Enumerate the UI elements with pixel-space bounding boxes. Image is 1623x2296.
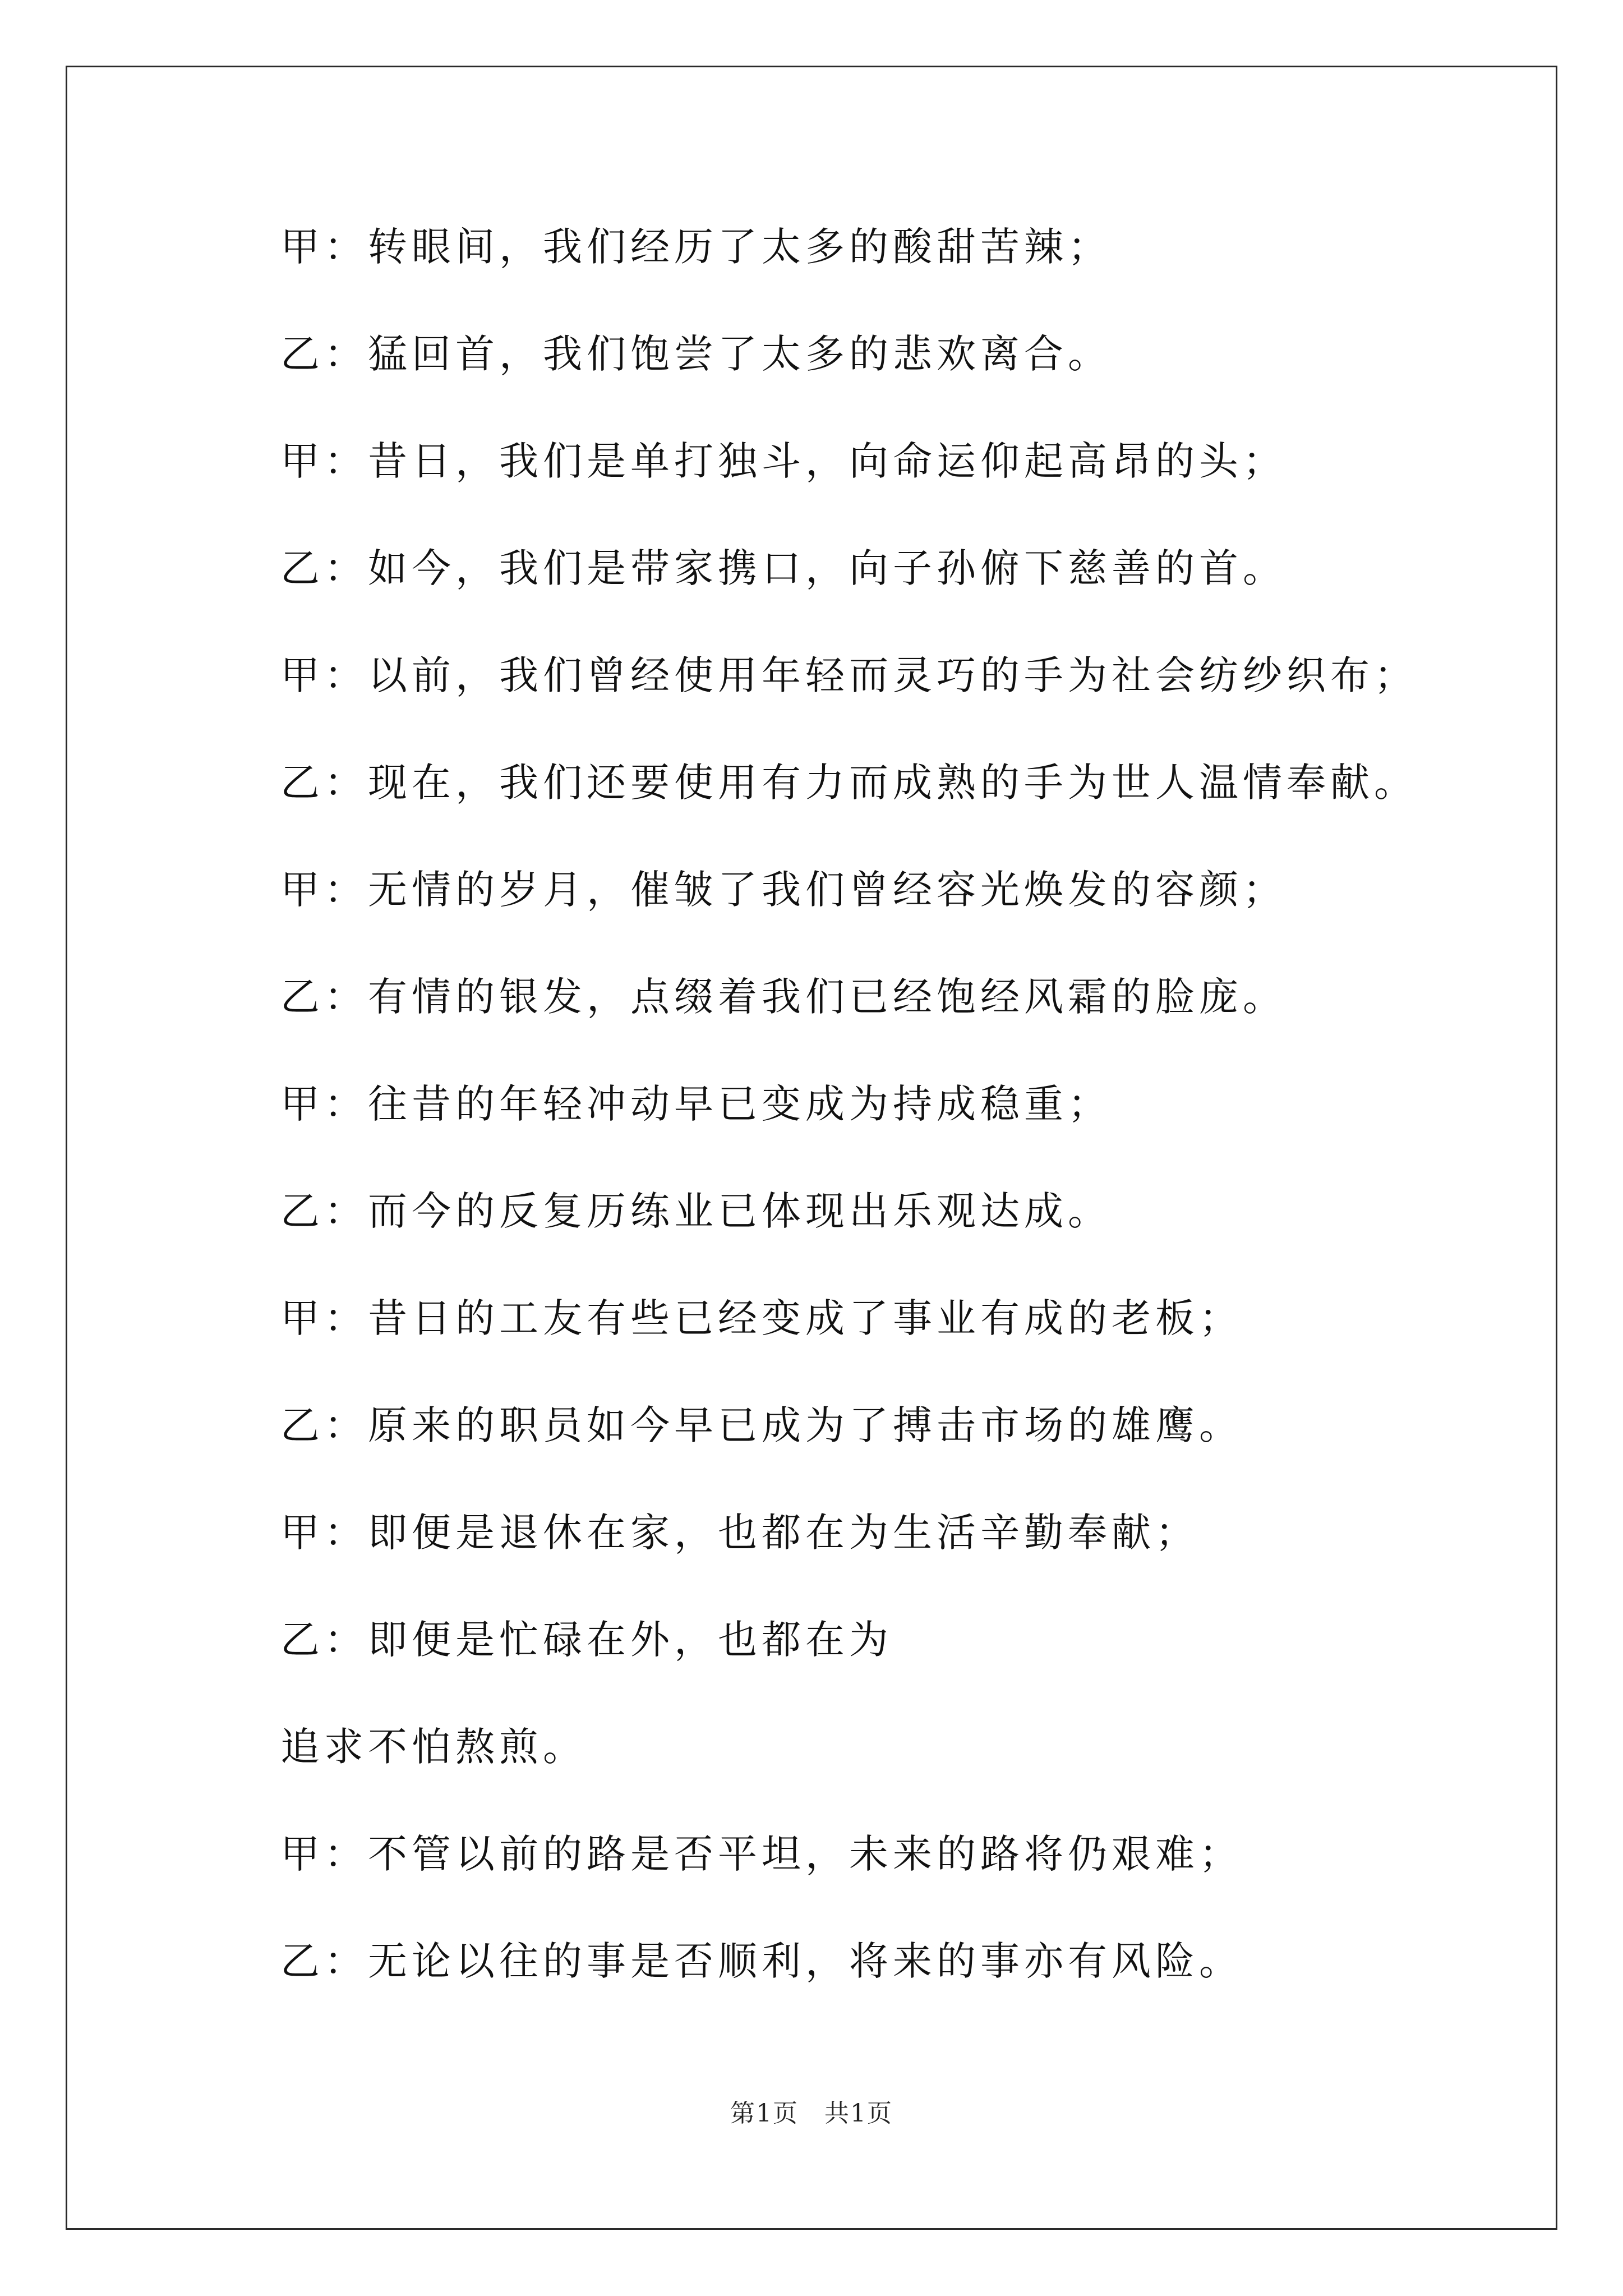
page-number: 第1页 共1页 [730,2099,893,2128]
dialogue-line-6: 乙：现在，我们还要使用有力而成熟的手为世人温情奉献。 [280,760,1418,806]
dialogue-line-4: 乙：如今，我们是带家携口，向子孙俯下慈善的首。 [280,545,1287,591]
dialogue-line-7: 甲：无情的岁月，催皱了我们曾经容光焕发的容颜； [280,867,1287,913]
dialogue-line-5: 甲：以前，我们曾经使用年轻而灵巧的手为社会纺纱织布； [280,652,1418,698]
dialogue-line-13: 甲：即便是退休在家，也都在为生活辛勤奉献； [280,1510,1199,1556]
dialogue-line-14: 乙：即便是忙碌在外，也都在为 [280,1617,893,1663]
dialogue-line-3: 甲：昔日，我们是单打独斗，向命运仰起高昂的头； [280,438,1287,484]
dialogue-line-9: 甲：往昔的年轻冲动早已变成为持成稳重； [280,1081,1112,1127]
dialogue-line-11: 甲：昔日的工友有些已经变成了事业有成的老板； [280,1295,1243,1341]
dialogue-line-2: 乙：猛回首，我们饱尝了太多的悲欢离合。 [280,331,1112,377]
dialogue-line-8: 乙：有情的银发，点缀着我们已经饱经风霜的脸庞。 [280,974,1287,1020]
dialogue-line-15: 追求不怕熬煎。 [280,1724,587,1770]
dialogue-line-12: 乙：原来的职员如今早已成为了搏击市场的雄鹰。 [280,1402,1243,1448]
dialogue-line-16: 甲：不管以前的路是否平坦，未来的路将仍艰难； [280,1831,1243,1877]
dialogue-line-10: 乙：而今的反复历练业已体现出乐观达成。 [280,1188,1112,1234]
dialogue-line-1: 甲：转眼间，我们经历了太多的酸甜苦辣； [280,224,1112,270]
dialogue-line-17: 乙：无论以往的事是否顺利，将来的事亦有风险。 [280,1938,1243,1984]
page-border [66,66,1557,2230]
